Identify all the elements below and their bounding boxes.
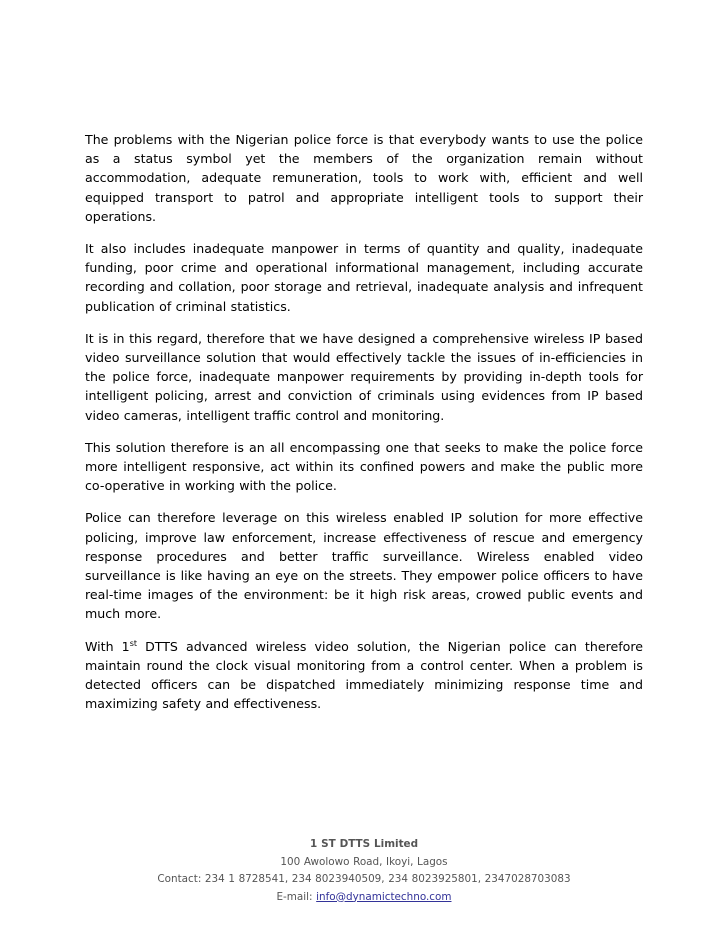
footer-email-label: E-mail: xyxy=(276,890,317,903)
paragraph-6-rest: DTTS advanced wireless video solution, the Nigerian police can therefore maintain round the clock visual monitoring from a control center. When a problem is detected officers can be dispatched immediately minimizing response time and maximizing safety and effectiveness. xyxy=(85,638,644,712)
footer-contact-numbers: Contact: 234 1 8728541, 234 8023940509, 234 8023925801, 2347028703083 xyxy=(157,873,571,885)
paragraph-2: It also includes inadequate manpower in terms of quantity and quality, inadequate funding, poor crime and operational informational management, including accurate recording and collation, poor storage and retrieval, inadequate analysis and infrequent publication of criminal statistics. xyxy=(85,241,643,314)
document-body xyxy=(85,130,643,726)
footer-address: 100 Awolowo Road, Ikoyi, Lagos xyxy=(280,855,448,868)
ordinal-superscript: st xyxy=(129,638,137,648)
footer-company-name: 1 ST DTTS Limited xyxy=(309,838,419,850)
paragraph-1: The problems with the Nigerian police force is that everybody wants to use the police as a status symbol yet the members of the organization remain without accommodation, adequate remuneration, tools to work with, efficient and well equipped transport to patrol and appropriate intelligent tools to support their operations. xyxy=(85,132,643,224)
paragraph-4: This solution therefore is an all encompassing one that seeks to make the police force more intelligent responsive, act within its confined powers and make the public more co-operative in working with the police. xyxy=(85,439,643,494)
footer-email-line xyxy=(0,889,728,907)
paragraph-3: It is in this regard, therefore that we have designed a comprehensive wireless IP based video surveillance solution that would effectively tackle the issues of in-efficiencies in the police force, inadequate manpower requirements by providing in-depth tools for intelligent policing, arrest and conviction of criminals using evidences from IP based video cameras, intelligent traffic control and monitoring. xyxy=(85,330,643,423)
letterhead-footer xyxy=(0,836,728,906)
paragraph-6-lead: With 1 xyxy=(85,638,130,654)
paragraph-5: Police can therefore leverage on this wireless enabled IP solution for more effective policing, improve law enforcement, increase effectiveness of rescue and emergency response procedures and better traffic surveillance. Wireless enabled video surveillance is like having an eye on the streets. They empower police officers to have real-time images of the environment: be it high risk areas, crowed public events and much more. xyxy=(85,510,643,622)
footer-email-link[interactable]: info@dynamictechno.com xyxy=(316,890,452,903)
paragraph-6 xyxy=(85,637,643,714)
